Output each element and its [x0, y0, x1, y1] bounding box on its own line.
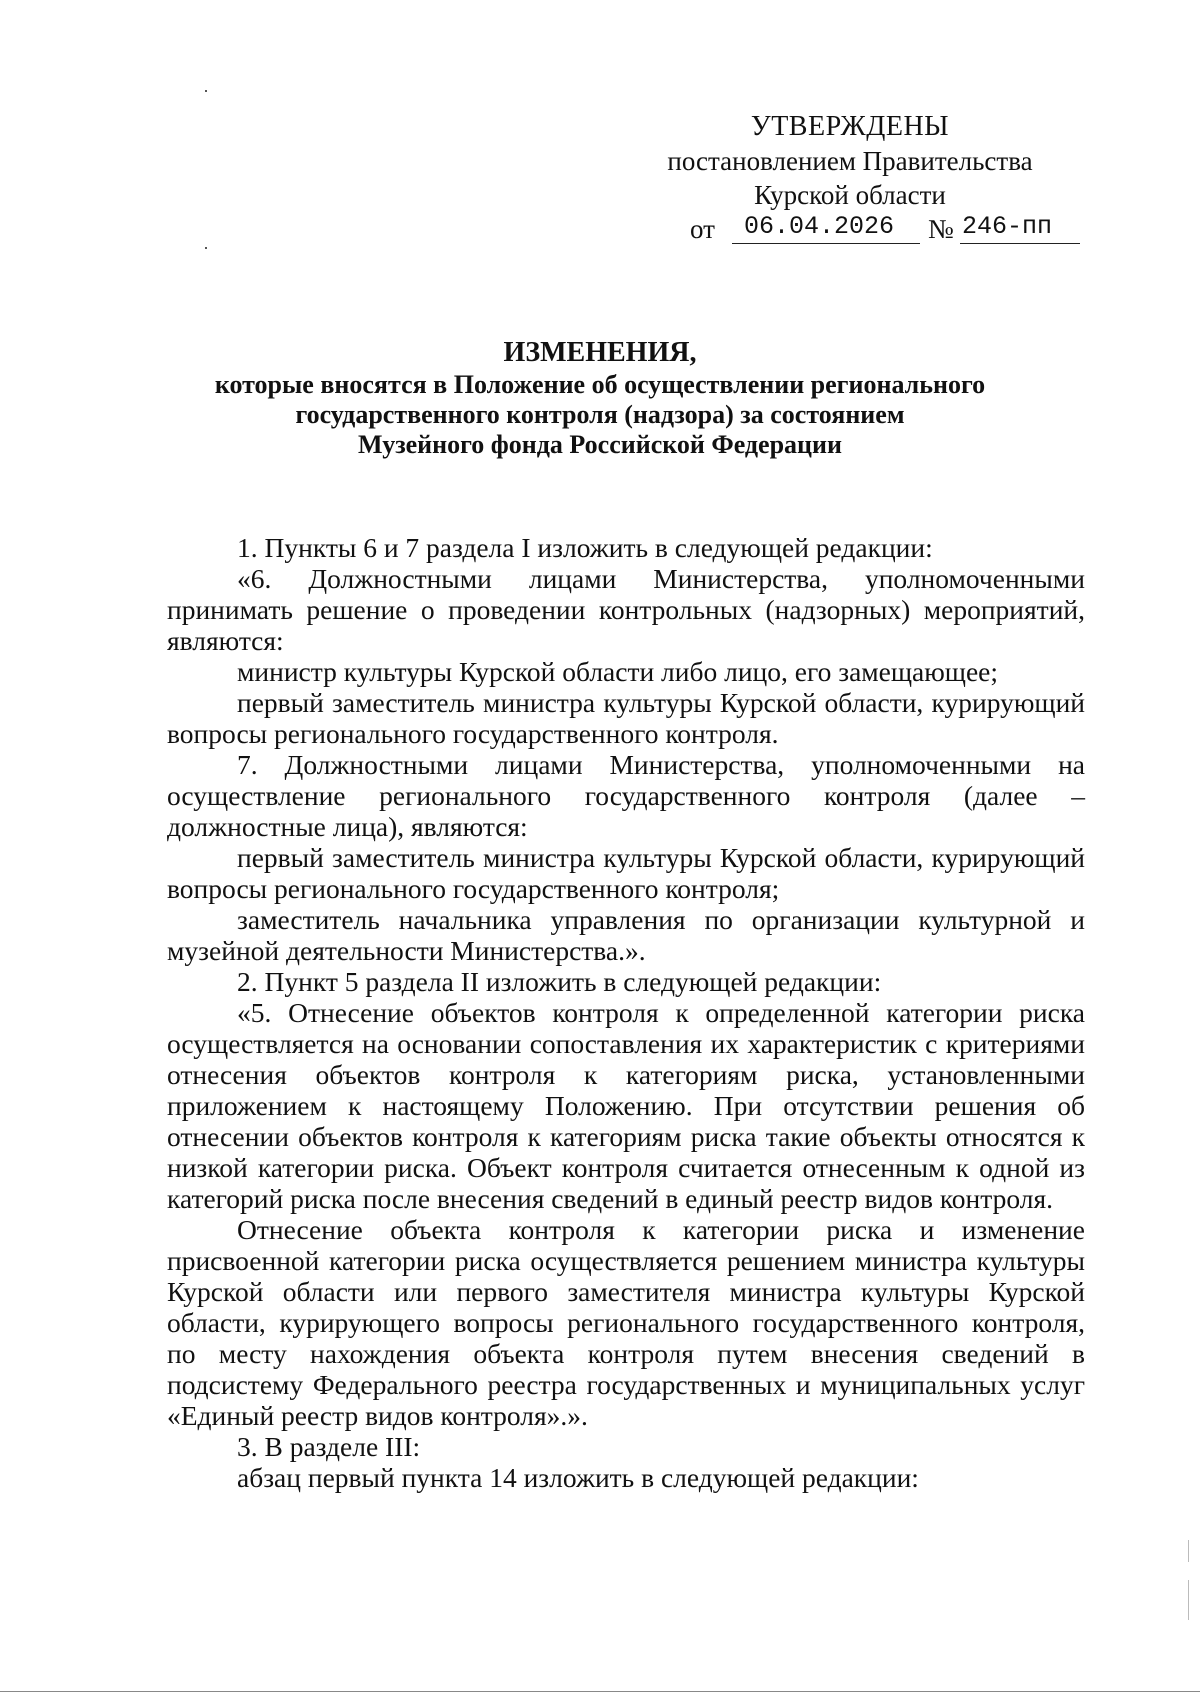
approval-number: 246-пп — [960, 210, 1080, 244]
date-prefix: от — [690, 214, 715, 244]
scan-edge-mark — [1188, 1580, 1189, 1620]
scan-speck — [205, 247, 207, 249]
approval-stamp-title: УТВЕРЖДЕНЫ — [750, 111, 950, 142]
paragraph: 7. Должностными лицами Министерства, уполномоченными на осуществление регионального государственного контроля (далее – должностные лица), являются: — [167, 749, 1085, 842]
scan-bottom-edge — [0, 1691, 1200, 1692]
paragraph: 2. Пункт 5 раздела II изложить в следующей редакции: — [237, 966, 882, 997]
approval-block — [620, 110, 1080, 248]
document-heading — [150, 338, 1050, 460]
scan-edge-mark — [1188, 1540, 1189, 1562]
paragraph: «5. Отнесение объектов контроля к определенной категории риска осуществляется на основании сопоставления их характеристик с критериями отнесения объектов контроля к категориям риска, установленными приложением к настоящему Положению. При отсутствии решения об отнесении объектов контроля к категориям риска такие объекты относятся к низкой категории риска. Объект контроля считается отнесенным к одной из категорий риска после внесения сведений в единый реестр видов контроля. — [167, 997, 1085, 1214]
approval-date-row — [620, 212, 1080, 248]
paragraph: абзац первый пункта 14 изложить в следующей редакции: — [237, 1462, 919, 1493]
document-title: ИЗМЕНЕНИЯ, — [503, 337, 697, 368]
paragraph: 3. В разделе III: — [237, 1431, 421, 1462]
approval-line-2: Курской области — [754, 180, 946, 210]
approval-date: 06.04.2026 — [732, 210, 920, 244]
heading-line-1: которые вносятся в Положение об осуществлении регионального — [214, 370, 986, 399]
scan-speck — [205, 90, 207, 92]
number-label: № — [928, 214, 954, 244]
paragraph: министр культуры Курской области либо лицо, его замещающее; — [237, 656, 999, 687]
document-body — [167, 532, 1085, 1493]
paragraph: заместитель начальника управления по организации культурной и музейной деятельности Министерства.». — [167, 904, 1085, 966]
paragraph: первый заместитель министра культуры Курской области, курирующий вопросы регионального государственного контроля; — [167, 842, 1085, 904]
paragraph: 1. Пункты 6 и 7 раздела I изложить в следующей редакции: — [237, 532, 933, 563]
heading-line-3: Музейного фонда Российской Федерации — [358, 430, 842, 459]
paragraph: первый заместитель министра культуры Курской области, курирующий вопросы регионального государственного контроля. — [167, 687, 1085, 749]
paragraph: «6. Должностными лицами Министерства, уполномоченными принимать решение о проведении контрольных (надзорных) мероприятий, являются: — [167, 563, 1085, 656]
paragraph: Отнесение объекта контроля к категории риска и изменение присвоенной категории риска осуществляется решением министра культуры Курской области или первого заместителя министра культуры Курской области, курирующего вопросы регионального государственного контроля, по месту нахождения объекта контроля путем внесения сведений в подсистему Федерального реестра государственных и муниципальных услуг «Единый реестр видов контроля».». — [167, 1214, 1085, 1431]
approval-line-1: постановлением Правительства — [667, 146, 1033, 176]
heading-line-2: государственного контроля (надзора) за состоянием — [295, 400, 905, 429]
